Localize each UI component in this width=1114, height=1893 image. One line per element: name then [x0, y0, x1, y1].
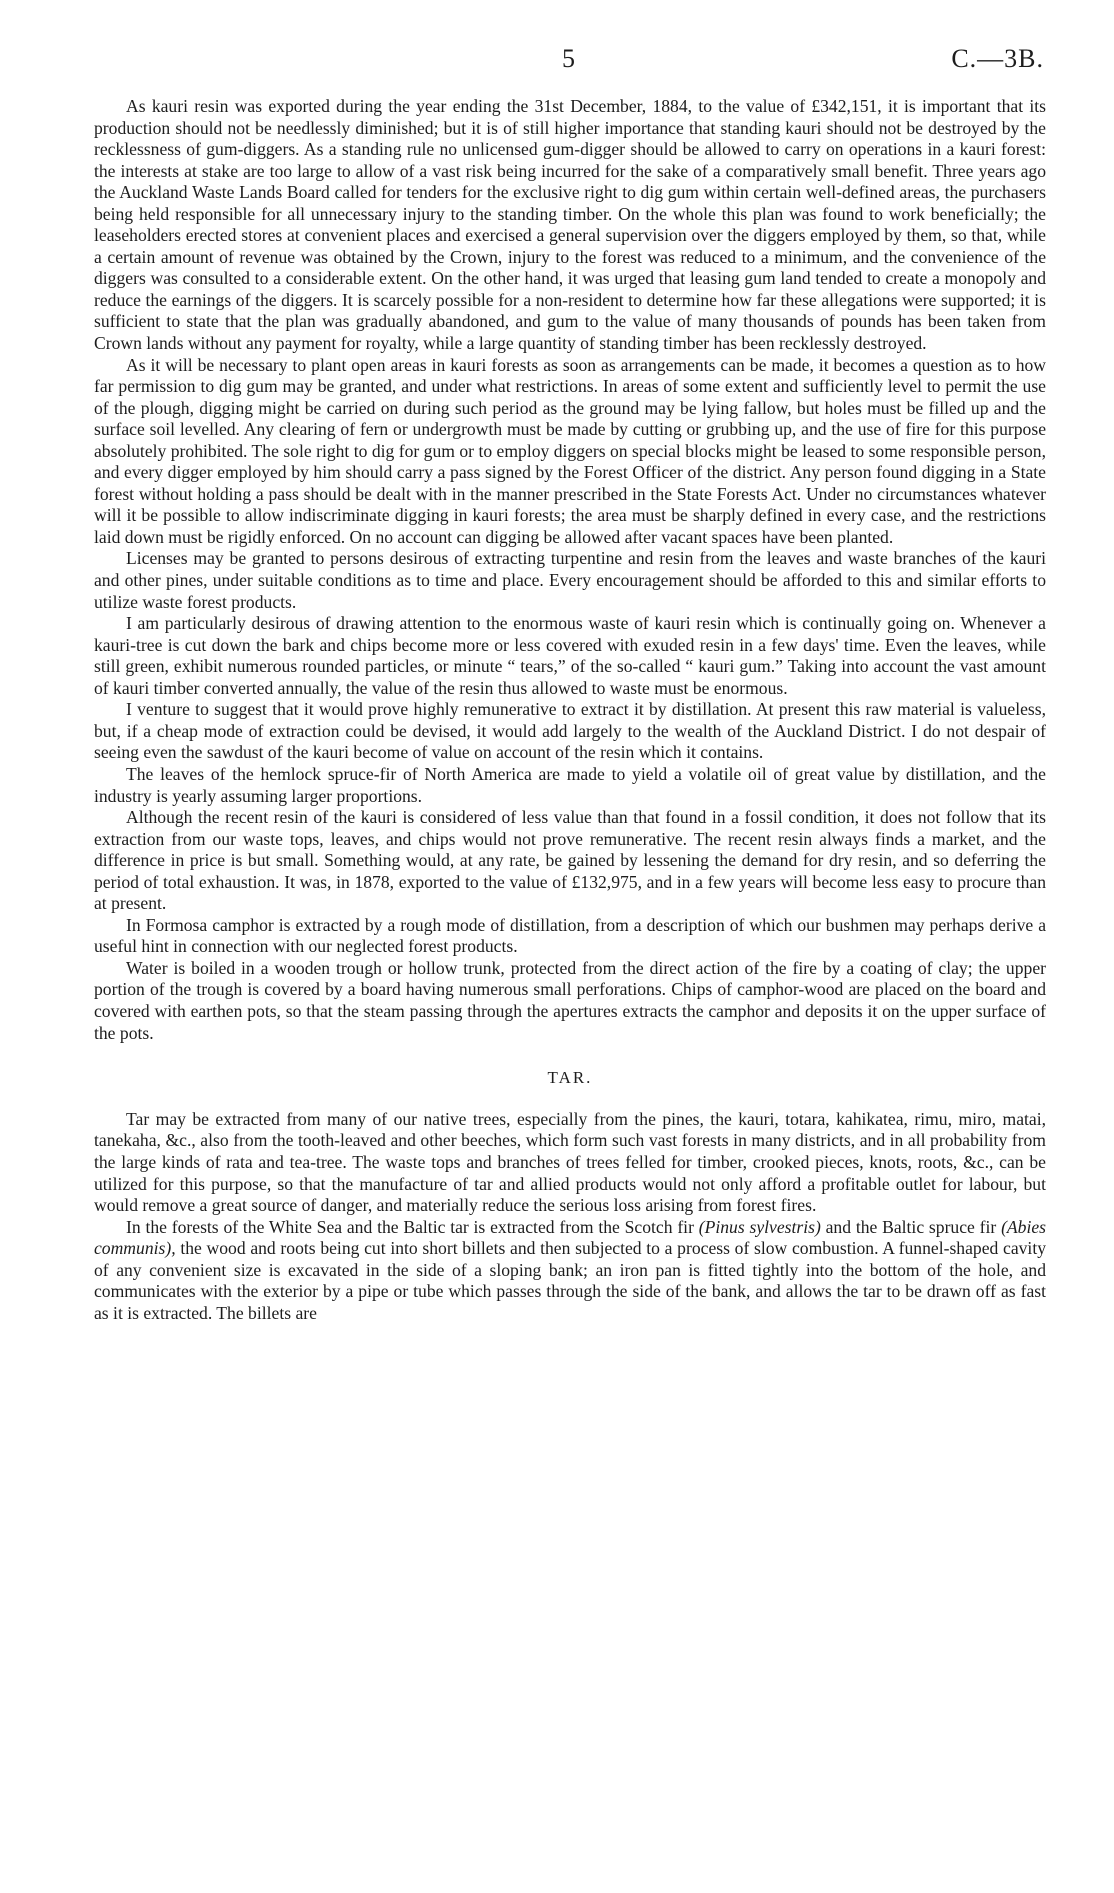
section-heading-tar: TAR.: [547, 1068, 593, 1088]
paragraph: Water is boiled in a wooden trough or hollow trunk, protected from the direct action of the fire by a coating of clay; the upper portion of the trough is covered by a board having numerous small perforations. Chips of camphor-wood are placed on the board and covered with earthen pots, so that the steam passing through the apertures extracts the camphor and deposits it on the upper surface of the pots.: [94, 957, 1046, 1043]
page-header: [0, 44, 1114, 76]
paragraph: I venture to suggest that it would prove highly remunerative to extract it by distillation. At present this raw material is valueless, but, if a cheap mode of extraction could be devised, it would add largely to the wealth of the Auckland District. I do not despair of seeing even the sawdust of the kauri become of value on account of the resin which it contains.: [94, 699, 1046, 763]
paper-code: C.—3B.: [951, 44, 1044, 73]
paragraph: Tar may be extracted from many of our native trees, especially from the pines, the kauri, totara, kahikatea, rimu, miro, matai, tanekaha, &c., also from the tooth-leaved and other beeches, which form such vast forests in many districts, and in all probability from the large kinds of rata and tea-tree. The waste tops and branches of trees felled for timber, crooked pieces, knots, roots, &c., can be utilized for this purpose, so that the manufacture of tar and allied products would not only afford a profitable outlet for labour, but would remove a great source of danger, and materially reduce the serious loss arising from forest fires.: [94, 1108, 1046, 1216]
paragraph: Although the recent resin of the kauri is considered of less value than that found in a fossil condition, it does not follow that its extraction from our waste tops, leaves, and chips would not prove remunerative. The recent resin always finds a market, and the difference in price is but small. Something would, at any rate, be gained by lessening the demand for dry resin, and so deferring the period of total exhaustion. It was, in 1878, exported to the value of £132,975, and in a few years will become less easy to procure than at present.: [94, 807, 1046, 914]
text-run: and the Baltic spruce fir: [820, 1216, 1002, 1237]
text-run: In the forests of the White Sea and the Baltic tar is extracted from the Scotch fir: [126, 1216, 699, 1237]
paragraph: As kauri resin was exported during the year ending the 31st December, 1884, to the value of £342,151, it is important that its production should not be needlessly diminished; but it is of still higher importance that standing kauri should not be destroyed by the recklessness of gum-diggers. As a standing rule no unlicensed gum-digger should be allowed to carry on operations in a kauri forest: the interests at stake are too large to allow of a vast risk being incurred for the sake of a comparatively small benefit. Three years ago the Auckland Waste Lands Board called for tenders for the exclusive right to dig gum within certain well-defined areas, the purchasers being held responsible for all unnecessary injury to the standing timber. On the whole this plan was found to work beneficially; the leaseholders erected stores at convenient places and exercised a general supervision over the diggers employed by them, so that, while a certain amount of revenue was obtained by the Crown, injury to the forest was reduced to a minimum, and the convenience of the diggers was consulted to a considerable extent. On the other hand, it was urged that leasing gum land tended to create a monopoly and reduce the earnings of the diggers. It is scarcely possible for a non-resident to determine how far these allegations were supported; it is sufficient to state that the plan was gradually abandoned, and gum to the value of many thousands of pounds has been taken from Crown lands without any payment for royalty, while a large quantity of standing timber has been recklessly destroyed.: [94, 96, 1046, 354]
paragraph: Licenses may be granted to persons desirous of extracting turpentine and resin from the leaves and waste branches of the kauri and other pines, under suitable conditions as to time and place. Every encouragement should be afforded to this and similar efforts to utilize waste forest products.: [94, 548, 1046, 612]
body-text: [94, 96, 1046, 1324]
paragraph: I am particularly desirous of drawing attention to the enormous waste of kauri resin which is continually going on. Whenever a kauri-tree is cut down the bark and chips become more or less covered with exuded resin in a few days' time. Even the leaves, while still green, exhibit numerous rounded particles, or minute “ tears,” of the so-called “ kauri gum.” Taking into account the vast amount of kauri timber converted annually, the value of the resin thus allowed to waste must be enormous.: [94, 613, 1046, 698]
paragraph-last: [94, 1217, 1046, 1325]
text-run: the wood and roots being cut into short billets and then subjected to a process of slow combustion. A funnel-shaped cavity of any convenient size is excavated in the side of a sloping bank; an iron pan is fitted tightly into the bottom of the hole, and communicates with the exterior by a pipe or tube which passes through the side of the bank, and allows the tar to be drawn off as fast as it is extracted. The billets are: [94, 1238, 1046, 1323]
latin-name-pinus-sylvestris: (Pinus sylvestris): [698, 1216, 821, 1237]
paragraph: As it will be necessary to plant open areas in kauri forests as soon as arrangements can be made, it becomes a question as to how far permission to dig gum may be granted, and under what restrictions. In areas of some extent and sufficiently level to permit the use of the plough, digging might be carried on during such period as the ground may be lying fallow, but holes must be filled up and the surface soil levelled. Any clearing of fern or undergrowth must be made by cutting or grubbing up, and the use of fire for this purpose absolutely prohibited. The sole right to dig for gum or to employ diggers on special blocks might be leased to some responsible person, and every digger employed by him should carry a pass signed by the Forest Officer of the district. Any person found digging in a State forest without holding a pass should be dealt with in the manner prescribed in the State Forests Act. Under no circumstances whatever will it be possible to allow indiscriminate digging in kauri forests; the area must be sharply defined in every case, and the restrictions laid down must be rigidly enforced. On no account can digging be allowed after vacant spaces have been planted.: [94, 354, 1046, 547]
latin-name-abies-communis: (Abies communis),: [94, 1216, 1047, 1259]
page-number: 5: [562, 44, 575, 73]
paragraph: In Formosa camphor is extracted by a rough mode of distillation, from a description of which our bushmen may perhaps derive a useful hint in connection with our neglected forest products.: [94, 914, 1046, 957]
paragraph: The leaves of the hemlock spruce-fir of North America are made to yield a volatile oil of great value by distillation, and the industry is yearly assuming larger proportions.: [94, 763, 1046, 806]
